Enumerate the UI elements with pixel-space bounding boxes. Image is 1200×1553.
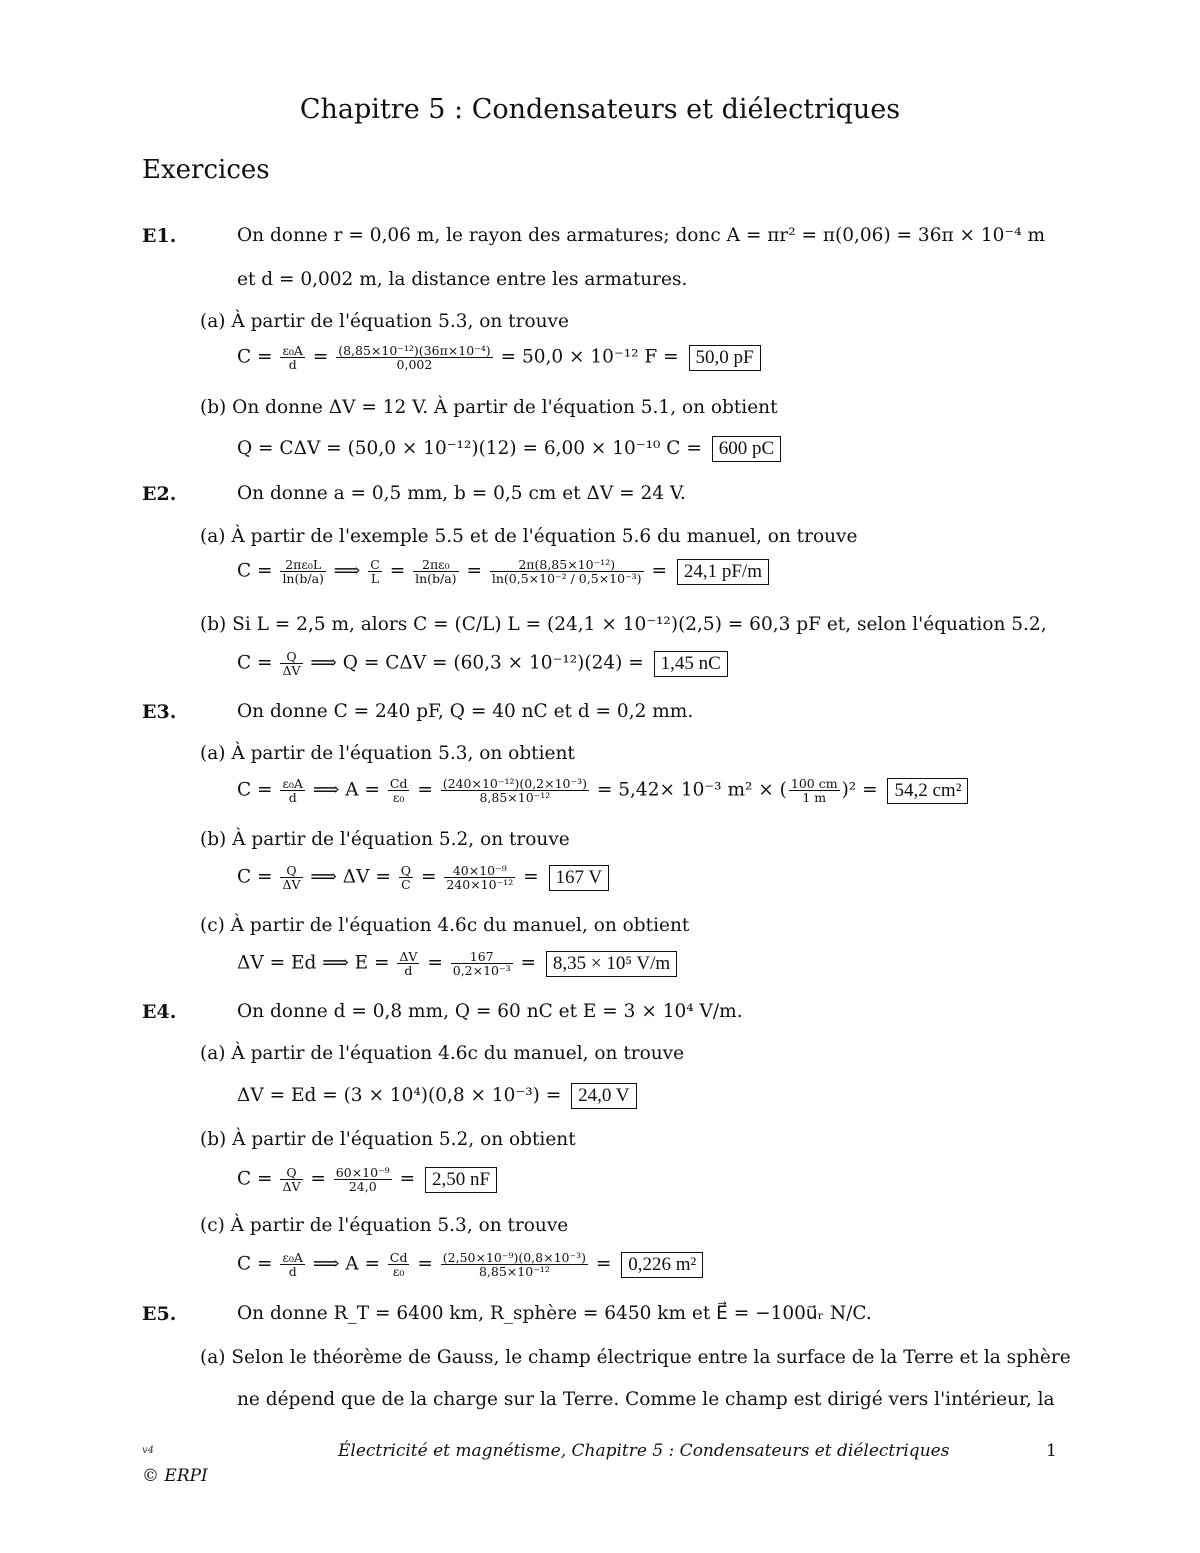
eq-text: =: [389, 560, 406, 582]
exercise-label-e4: E4.: [142, 1001, 177, 1023]
fraction: [490, 558, 644, 585]
e4-part-b-text: (b) À partir de l'équation 5.2, on obtient: [200, 1129, 576, 1150]
fraction-denominator: d: [288, 1264, 297, 1280]
fraction-denominator: 240×10⁻¹²: [446, 877, 514, 893]
eq-text: =: [651, 560, 667, 582]
eq-text: =: [427, 952, 443, 974]
eq-text: C =: [237, 652, 273, 674]
exercise-label-e3: E3.: [142, 701, 177, 723]
eq-text: C =: [237, 1253, 273, 1275]
fraction-denominator: d: [288, 790, 297, 806]
fraction-denominator: ln(0,5×10⁻² / 0,5×10⁻³): [491, 571, 642, 587]
eq-text: =: [520, 952, 537, 974]
copyright-notice: © ERPI: [142, 1466, 208, 1486]
fraction: [280, 344, 305, 371]
fraction-denominator: 0,2×10⁻³: [452, 963, 511, 979]
fraction: [280, 1166, 302, 1193]
eq-text: =: [417, 1253, 433, 1275]
eq-text: =: [595, 1253, 612, 1275]
e3-part-a-equation: [237, 777, 968, 804]
e5-part-a-text-line2: ne dépend que de la charge sur la Terre. Comme le champ est dirigé vers l'intérieur, la: [237, 1389, 1055, 1410]
e3-statement-line1: On donne C = 240 pF, Q = 40 nC et d = 0,2 mm.: [237, 701, 694, 722]
fraction-numerator: (240×10⁻¹²)(0,2×10⁻³): [442, 776, 587, 791]
e3-part-b-text: (b) À partir de l'équation 5.2, on trouve: [200, 829, 570, 850]
fraction-numerator: C: [370, 557, 380, 572]
fraction: [280, 1251, 305, 1278]
fraction-numerator: 167: [451, 950, 513, 964]
eq-text: =: [420, 866, 437, 888]
e4-part-a-text: (a) À partir de l'équation 4.6c du manuel, on trouve: [200, 1043, 685, 1064]
e1-statement-line1: On donne r = 0,06 m, le rayon des armatures; donc A = πr² = π(0,06) = 36π × 10⁻⁴ m: [237, 225, 1046, 246]
fraction-numerator: 100 cm: [790, 776, 838, 791]
eq-text: ΔV = Ed = (3 × 10⁴)(0,8 × 10⁻³) =: [237, 1085, 562, 1106]
eq-text: C =: [237, 1168, 273, 1190]
fraction-denominator: L: [370, 571, 380, 587]
fraction: [280, 777, 305, 804]
fraction-denominator: 0,002: [396, 357, 433, 373]
e3-part-b-equation: [237, 864, 609, 891]
page-number: 1: [1046, 1441, 1057, 1461]
exercise-label-e5: E5.: [142, 1303, 177, 1325]
e2-part-b-equation: [237, 650, 728, 677]
fraction-numerator: Cd: [389, 1250, 408, 1265]
fraction: [789, 777, 840, 804]
fraction: [368, 558, 382, 585]
eq-text: =: [523, 866, 539, 888]
e5-statement-line1: On donne R_T = 6400 km, R_sphère = 6450 km et E⃗ = −100u⃗ᵣ N/C.: [237, 1303, 872, 1324]
footer-version: v4: [142, 1445, 155, 1456]
fraction-denominator: d: [404, 963, 413, 979]
fraction: [397, 950, 419, 977]
exercise-label-e1: E1.: [142, 225, 177, 247]
answer-box: 54,2 cm²: [887, 778, 968, 804]
e2-statement-line1: On donne a = 0,5 mm, b = 0,5 cm et ΔV = 24 V.: [237, 483, 686, 504]
fraction-numerator: 40×10⁻⁹: [444, 864, 515, 878]
fraction: [334, 1166, 392, 1193]
fraction-numerator: Q: [280, 650, 302, 664]
eq-text: =: [310, 1168, 326, 1190]
fraction-numerator: 60×10⁻⁹: [335, 1165, 390, 1180]
e4-part-c-equation: [237, 1251, 703, 1278]
e3-part-a-text: (a) À partir de l'équation 5.3, on obtient: [200, 743, 575, 764]
fraction-numerator: 2π(8,85×10⁻¹²): [490, 558, 644, 572]
eq-text: ⟹ A =: [312, 1253, 380, 1275]
e5-part-a-text-line1: (a) Selon le théorème de Gauss, le champ électrique entre la surface de la Terre et la sphère: [200, 1347, 1071, 1368]
answer-box: 1,45 nC: [654, 651, 728, 677]
answer-box: 24,1 pF/m: [677, 559, 769, 585]
fraction-numerator: (2,50×10⁻⁹)(0,8×10⁻³): [442, 1250, 586, 1265]
fraction-denominator: 1 m: [802, 790, 827, 806]
answer-box: 24,0 V: [571, 1083, 636, 1109]
fraction: [388, 1251, 410, 1278]
fraction-denominator: ln(b/a): [415, 571, 457, 587]
fraction-denominator: 8,85×10⁻¹²: [479, 790, 551, 806]
eq-text: =: [417, 779, 433, 801]
eq-text: C =: [237, 346, 273, 368]
fraction: [413, 558, 458, 585]
eq-text: ⟹: [333, 560, 361, 582]
eq-text: ⟹ A =: [312, 779, 380, 801]
fraction-numerator: Cd: [389, 776, 408, 791]
fraction: [280, 558, 325, 585]
fraction-numerator: ε₀A: [282, 1250, 303, 1265]
fraction-numerator: (8,85×10⁻¹²)(36π×10⁻⁴): [338, 343, 491, 358]
eq-text: C =: [237, 779, 273, 801]
e4-statement-line1: On donne d = 0,8 mm, Q = 60 nC et E = 3 × 10⁴ V/m.: [237, 1001, 743, 1022]
fraction-denominator: ΔV: [282, 663, 301, 679]
fraction-denominator: d: [288, 357, 297, 373]
eq-text: ⟹ Q = CΔV = (60,3 × 10⁻¹²)(24) =: [310, 652, 644, 674]
eq-text: =: [466, 560, 482, 582]
e2-part-a-text: (a) À partir de l'exemple 5.5 et de l'équation 5.6 du manuel, on trouve: [200, 526, 858, 547]
fraction: [441, 777, 589, 804]
eq-text: = 5,42× 10⁻³ m² × (: [596, 779, 787, 801]
eq-text: = 50,0 × 10⁻¹² F =: [500, 346, 679, 368]
answer-box: 600 pC: [712, 436, 781, 462]
fraction-numerator: Q: [280, 864, 302, 878]
fraction-denominator: 24,0: [348, 1179, 377, 1195]
fraction-denominator: 8,85×10⁻¹²: [478, 1264, 550, 1280]
e1-part-a-text: (a) À partir de l'équation 5.3, on trouve: [200, 311, 569, 332]
e1-part-b-equation: [237, 436, 781, 462]
exercise-label-e2: E2.: [142, 483, 177, 505]
fraction-denominator: ln(b/a): [282, 571, 324, 587]
eq-text: Q = CΔV = (50,0 × 10⁻¹²)(12) = 6,00 × 10⁻¹⁰ C =: [237, 438, 702, 459]
fraction-numerator: Q: [400, 863, 412, 878]
fraction-numerator: 2πε₀: [413, 558, 458, 572]
fraction-numerator: Q: [280, 1166, 302, 1180]
fraction-denominator: ΔV: [282, 877, 301, 893]
footer-running-title: Électricité et magnétisme, Chapitre 5 : Condensateurs et diélectriques: [338, 1441, 950, 1461]
eq-text: =: [399, 1168, 416, 1190]
e2-part-a-equation: [237, 558, 769, 585]
fraction: [441, 1251, 588, 1278]
e3-part-c-text: (c) À partir de l'équation 4.6c du manuel, on obtient: [200, 915, 690, 936]
fraction-numerator: 2πε₀L: [280, 558, 325, 572]
fraction-denominator: ΔV: [282, 1179, 301, 1195]
fraction-denominator: ε₀: [392, 790, 405, 806]
eq-text: ΔV = Ed ⟹ E =: [237, 952, 390, 974]
fraction: [388, 777, 410, 804]
eq-text: C =: [237, 560, 273, 582]
e1-statement-line2: et d = 0,002 m, la distance entre les armatures.: [237, 269, 688, 290]
eq-text: )² =: [841, 779, 878, 801]
e1-part-b-text: (b) On donne ΔV = 12 V. À partir de l'équation 5.1, on obtient: [200, 397, 778, 418]
fraction: [280, 864, 302, 891]
e3-part-c-equation: [237, 950, 677, 977]
fraction: [280, 650, 302, 677]
eq-text: ⟹ ΔV =: [310, 866, 391, 888]
fraction-denominator: C: [401, 877, 411, 893]
e2-part-b-text: (b) Si L = 2,5 m, alors C = (C/L) L = (24,1 × 10⁻¹²)(2,5) = 60,3 pF et, selon l'équation 5.2,: [200, 614, 1047, 635]
fraction: [399, 864, 413, 891]
answer-box: 167 V: [549, 865, 610, 891]
fraction: [336, 344, 492, 371]
fraction: [451, 950, 513, 977]
chapter-title: Chapitre 5 : Condensateurs et diélectriques: [299, 94, 901, 125]
fraction-numerator: ε₀A: [282, 776, 303, 791]
answer-box: 0,226 m²: [621, 1252, 703, 1278]
fraction-denominator: ε₀: [392, 1264, 405, 1280]
e4-part-c-text: (c) À partir de l'équation 5.3, on trouve: [200, 1215, 569, 1236]
e4-part-b-equation: [237, 1166, 497, 1193]
eq-text: C =: [237, 866, 273, 888]
fraction-numerator: ΔV: [399, 949, 418, 964]
fraction-numerator: ε₀A: [282, 343, 303, 358]
section-heading: Exercices: [142, 155, 270, 185]
e1-part-a-equation: C = $\frac{\text{ε₀A}}{d}$ = $\frac{\text{(8,85×10⁻¹²)(36π×10⁻⁴)}}{0,002}$ = 50,0 × 10⁻¹² F = 50,0 pF: [237, 344, 761, 371]
e4-part-a-equation: [237, 1083, 637, 1109]
answer-box: 2,50 nF: [425, 1167, 497, 1193]
fraction: [444, 864, 515, 891]
answer-box: 50,0 pF: [689, 345, 761, 371]
answer-box: 8,35 × 10⁵ V/m: [546, 951, 677, 977]
